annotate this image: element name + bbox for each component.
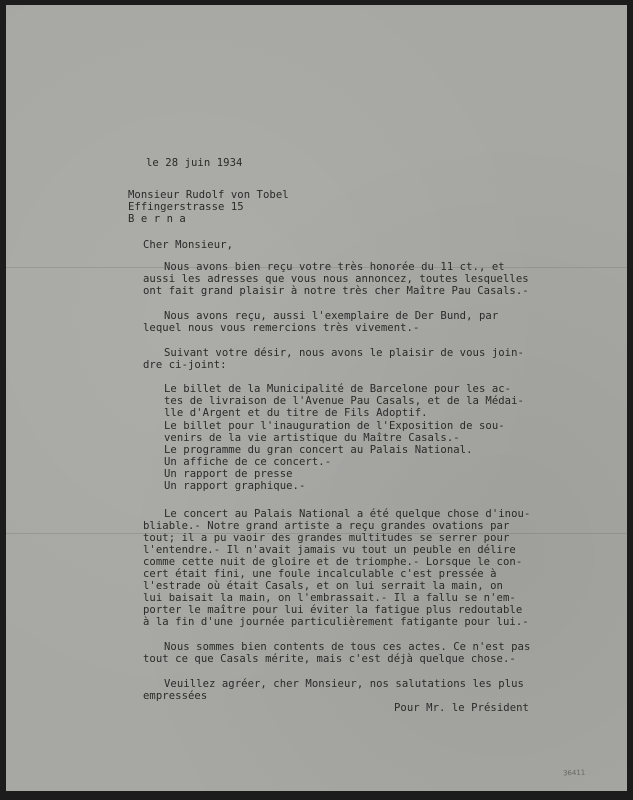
recipient-city: B e r n a	[128, 213, 186, 225]
enclosure-line: venirs de la vie artistique du Maître Casals.-	[164, 432, 460, 444]
paragraph-line: cert était fini, une foule incalculable c'est pressée à	[143, 568, 497, 580]
closing-line: empressées	[143, 690, 208, 702]
paragraph-line: Nous avons bien reçu votre très honorée du 11 ct., et	[164, 261, 505, 273]
enclosure-line: Un rapport de presse	[164, 468, 293, 480]
enclosure-line: tes de livraison de l'Avenue Pau Casals, et de la Médai-	[164, 395, 524, 407]
enclosure-line: Le billet pour l'inauguration de l'Exposition de sou-	[164, 420, 505, 432]
enclosure-line: lle d'Argent et du titre de Fils Adoptif.	[164, 407, 428, 419]
archive-stamp: 36411	[562, 768, 586, 778]
paragraph-line: lui baisait la main, on l'embrassait.- Il a fallu se n'em-	[143, 592, 516, 604]
salutation: Cher Monsieur,	[143, 239, 233, 251]
letter-date: le 28 juin 1934	[146, 157, 243, 169]
paragraph-line: dre ci-joint:	[143, 359, 227, 371]
signature-line: Pour Mr. le Président	[394, 702, 529, 714]
enclosure-line: Un affiche de ce concert.-	[164, 456, 332, 468]
paragraph-line: tout ce que Casals mérite, mais c'est déjà quelque chose.-	[143, 653, 516, 665]
paragraph-line: lequel nous vous remercions très vivement.-	[143, 322, 420, 334]
paragraph-line: porter le maître pour lui éviter la fatigue plus redoutable	[143, 604, 523, 616]
letter-page	[6, 5, 627, 791]
closing-line: Veuillez agréer, cher Monsieur, nos salutations les plus	[164, 678, 524, 690]
enclosure-line: Le programme du gran concert au Palais National.	[164, 444, 473, 456]
paragraph-line: comme cette nuit de gloire et de triomphe.- Lorsque le con-	[143, 556, 523, 568]
paragraph-line: l'entendre.- Il n'avait jamais vu tout un peuble en délire	[143, 544, 516, 556]
recipient-name: Monsieur Rudolf von Tobel	[128, 189, 289, 201]
paragraph-line: aussi les adresses que vous nous annoncez, toutes lesquelles	[143, 273, 529, 285]
paragraph-line: Nous sommes bien contents de tous ces actes. Ce n'est pas	[164, 641, 531, 653]
paragraph-line: l'estrade où était Casals, et on lui serrait la main, on	[143, 580, 503, 592]
paragraph-line: Le concert au Palais National a été quelque chose d'inou-	[164, 508, 531, 520]
paragraph-line: bliable.- Notre grand artiste a reçu grandes ovations par	[143, 520, 510, 532]
enclosure-line: Le billet de la Municipalité de Barcelone pour les ac-	[164, 383, 512, 395]
recipient-street: Effingerstrasse 15	[128, 201, 244, 213]
letter-body	[6, 5, 531, 714]
paragraph-line: à la fin d'une journée particulièrement fatigante pour lui.-	[143, 616, 529, 628]
enclosure-line: Un rapport graphique.-	[164, 480, 306, 492]
paragraph-line: Nous avons reçu, aussi l'exemplaire de Der Bund, par	[164, 310, 499, 322]
paragraph-line: Suivant votre désir, nous avons le plaisir de vous join-	[164, 347, 524, 359]
paragraph-line: ont fait grand plaisir à notre très cher Maître Pau Casals.-	[143, 285, 529, 297]
paragraph-line: tout; il a pu vaoir des grandes multitudes se serrer pour	[143, 532, 510, 544]
